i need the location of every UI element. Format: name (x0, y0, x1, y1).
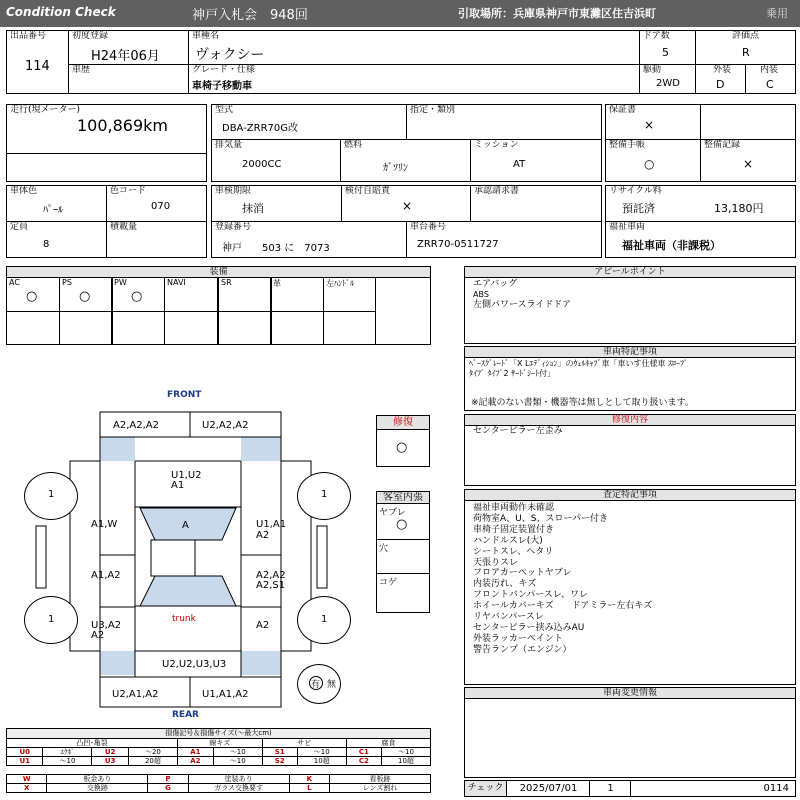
capacity-label: 定員 (10, 222, 29, 232)
legend-code: C2 (346, 757, 381, 766)
rear-bumper-left-damage: U2,A1,A2 (112, 689, 159, 700)
check-date: 2025/07/01 (508, 781, 590, 796)
assessment-line: 車椅子固定装置付き (473, 524, 555, 535)
legend-desc: 10超 (297, 757, 346, 766)
tire-fl-value: 1 (48, 489, 55, 500)
repair-mark-title: 修復 (376, 415, 430, 430)
right-rear-door-damage: A2,A2 (256, 570, 286, 581)
legend-code: S2 (262, 757, 297, 766)
assessment-line: 福祉車両動作未確認 (473, 503, 555, 513)
assessment-line: 警告ランプ（エンジン） (473, 644, 572, 655)
legend-code: P (148, 775, 188, 784)
legend-code: U0 (7, 748, 43, 757)
warranty-label: 保証書 (609, 105, 637, 115)
legend-desc: 〜10 (213, 757, 262, 766)
grade: 車椅子移動車 (192, 81, 252, 92)
mileage: 100,869km (77, 116, 169, 135)
warranty-cell (605, 104, 701, 140)
legend-code: K (289, 775, 329, 784)
assessment-line: ハンドルスレ(大) (473, 535, 543, 546)
wallet: × (402, 199, 413, 213)
trunk-label: trunk (172, 614, 196, 624)
interior-tear-mark: ○ (396, 517, 408, 532)
exterior-grade: D (716, 78, 725, 91)
welfare-label: 福祉車両 (609, 222, 646, 232)
displacement: 2000CC (242, 159, 282, 170)
equipment-item-label: 左ﾊﾝﾄﾞﾙ (326, 279, 354, 288)
lot-number: 114 (25, 59, 50, 74)
manual-cell (605, 139, 701, 182)
check-code: 0114 (763, 783, 789, 794)
record: × (743, 157, 754, 171)
tire-rr-value: 1 (321, 614, 328, 625)
right-rear-door-damage-2: A2,S1 (256, 580, 286, 591)
assessment-line: センターピラー挟み込みAU (473, 622, 585, 633)
type-label: 型式 (215, 105, 234, 115)
spare-yes: 有 (311, 680, 321, 690)
rear-bumper-right-damage: U1,A1,A2 (202, 689, 249, 700)
legend-code: S1 (262, 748, 297, 757)
equipment-item-mark: ○ (26, 289, 38, 304)
mileage-label: 走行(現メーター) (10, 105, 81, 115)
legend-desc: 〜20 (128, 748, 177, 757)
model-name: ヴォクシー (195, 47, 265, 63)
front-bumper-right-damage: U2,A2,A2 (202, 420, 249, 431)
assessment-line: 天張りスレ (473, 557, 519, 568)
legend-desc: 〜10 (381, 748, 430, 757)
front-bumper-left-damage: A2,A2,A2 (113, 420, 159, 431)
recycle-cell (605, 185, 796, 222)
manual-label: 整備手帳 (609, 140, 646, 150)
assessment-line: フロントバンパースレ、ワレ (473, 590, 589, 601)
load-label: 積載量 (110, 222, 138, 232)
fuel: ｶﾞｿﾘﾝ (383, 163, 408, 174)
right-front-door-damage-2: A2 (256, 530, 270, 541)
capacity: 8 (43, 239, 50, 250)
chassis-number: ZRR70-0511727 (417, 239, 499, 250)
plate-number: 神戸 503 に 7073 (222, 243, 330, 254)
special-note: ※記載のない書類・機器等は無しとして取り扱います。 (471, 398, 694, 408)
left-quarter-damage-2: A2 (91, 630, 105, 641)
change-title: 車両変更情報 (464, 687, 796, 699)
first-registration-label: 初度登録 (72, 31, 109, 41)
legend-code: C1 (346, 748, 381, 757)
appeal-line-2: ABS (473, 290, 489, 299)
approval-label: 承認請求書 (474, 186, 520, 196)
legend-desc: 〜10 (297, 748, 346, 757)
legend-table-2 (6, 774, 431, 793)
equipment-item-label: PS (62, 278, 72, 287)
legend-desc: レンズ割れ (330, 784, 431, 793)
welfare: 福祉車両（非課税） (622, 239, 721, 252)
recycle-label: リサイクル料 (609, 186, 662, 196)
chassis-label: 車台番号 (410, 222, 447, 232)
mission: AT (513, 159, 526, 170)
rating: R (742, 46, 750, 59)
fuel-label: 燃料 (344, 140, 363, 150)
special-line-2: ﾀｲﾌﾟ ﾀｲﾌﾟ2 ｻｰﾄﾞｼｰﾄ付」 (469, 369, 556, 378)
welfare-cell (605, 221, 796, 258)
special-line-1: ﾍﾞｰｽｸﾞﾚｰﾄﾞ「X Lｴﾃﾞｨｼｮﾝ」のｳｪﾙｷｬﾌﾞ車「車いす仕様車 ｽﾛｰﾌﾟ (469, 359, 689, 368)
vehicle-category: 乗用 (766, 7, 788, 20)
assessment-line: 荷物室A、U、S、スローパー付き (473, 513, 609, 524)
legend-desc: ガラス交換要す (188, 784, 289, 793)
drive-label: 駆動 (643, 65, 662, 75)
wallet-label: 検付自賠責 (345, 186, 391, 196)
interior-tear-label: ヤブレ (379, 508, 406, 518)
inspection: 抹消 (242, 202, 264, 215)
first-registration: H24年06月 (91, 49, 160, 64)
assessment-line: ホイールカバーキズ ドアミラー左右キズ (473, 601, 653, 612)
rating-label: 評価点 (732, 31, 760, 41)
type: DBA-ZRR70G改 (222, 123, 299, 134)
equipment-item-label: SR (221, 278, 232, 287)
repair-box (464, 425, 796, 486)
rear-label: REAR (172, 710, 199, 720)
legend-code: U3 (92, 757, 128, 766)
legend-desc: 20超 (128, 757, 177, 766)
legend-desc: 塗装あり (188, 775, 289, 784)
left-rear-door-damage: A1,A2 (91, 570, 121, 581)
interior-burn-label: コゲ (379, 578, 398, 588)
footer-box (464, 780, 796, 797)
exterior-label: 外装 (713, 65, 732, 75)
right-quarter-damage: A2 (256, 620, 270, 631)
drive: 2WD (656, 78, 680, 89)
recycle-status: 預託済 (622, 202, 655, 215)
legend-desc: 〜10 (43, 757, 92, 766)
appeal-line-3: 左側パワースライドドア (473, 300, 572, 310)
legend-code: U2 (92, 748, 128, 757)
designation-label: 指定・類別 (410, 105, 456, 115)
manual: ○ (644, 157, 655, 171)
check-count: 1 (591, 781, 631, 796)
mission-cell (470, 139, 602, 182)
color-code-label: 色コード (110, 186, 147, 196)
appeal-line-1: エアバッグ (473, 279, 518, 289)
auction-name: 神戸入札会 948回 (192, 8, 308, 23)
blank-cell-a (700, 104, 796, 140)
legend-code: X (7, 784, 47, 793)
front-label: FRONT (167, 390, 202, 400)
legend-code: A1 (177, 748, 213, 757)
plate-label: 登録番号 (215, 222, 252, 232)
interior-title: 客室内張 (376, 491, 430, 504)
change-box (464, 698, 796, 778)
assessment-line: リヤバンパースレ (473, 612, 544, 622)
color-label: 車体色 (10, 186, 38, 196)
warranty: × (644, 118, 655, 132)
left-front-door-damage: A1,W (91, 519, 118, 530)
legend-table (6, 738, 431, 766)
repair-mark: ○ (396, 440, 408, 455)
record-label: 整備記録 (704, 140, 741, 150)
approval-cell (470, 185, 602, 222)
equipment-item-label: NAVI (167, 278, 186, 287)
special-box (464, 357, 796, 411)
legend-code: W (7, 775, 47, 784)
drive-cell (639, 64, 696, 94)
legend-desc: 板金あり (47, 775, 148, 784)
recycle-fee: 13,180円 (714, 202, 764, 215)
rear-gate-damage: U2,U2,U3,U3 (162, 659, 227, 670)
color: ﾊﾟｰﾙ (43, 205, 63, 216)
assessment-line: 外装ラッカーペイント (473, 633, 563, 644)
color-code: 070 (151, 201, 171, 212)
legend-code: A2 (177, 757, 213, 766)
equipment-title: 装備 (6, 266, 431, 278)
repair-title: 修復内容 (464, 414, 796, 426)
doors-cell (639, 30, 696, 65)
assessment-line: フロアカーペットヤブレ (473, 568, 572, 579)
legend-rub-label: サビ (262, 739, 346, 748)
legend-dent-label: 凸凹･亀裂 (7, 739, 178, 748)
tire-rl-value: 1 (48, 614, 55, 625)
record-cell (700, 139, 796, 182)
header-title: Condition Check (6, 5, 116, 19)
hood-damage: U1,U2 (171, 470, 202, 481)
interior-hole-label: 穴 (379, 544, 389, 554)
history-label: 車歴 (72, 65, 91, 75)
legend-title: 損傷記号＆損傷サイズ(〜最大cm) (6, 728, 431, 738)
hood-damage-2: A1 (171, 480, 185, 491)
check-label: チェック (465, 781, 507, 796)
grade-label: グレード・仕様 (192, 65, 256, 75)
legend-corrosion-label: 腐食 (346, 739, 430, 748)
appeal-title: アピールポイント (464, 266, 796, 278)
equipment-item-label: AC (9, 278, 20, 287)
special-title: 車両特記事項 (464, 346, 796, 358)
rating-cell (695, 30, 796, 65)
assessment-box (464, 500, 796, 685)
legend-scratch-label: 線キズ (177, 739, 262, 748)
equipment-item-mark: ○ (131, 289, 143, 304)
legend-desc: ｴｸﾎﾞ (43, 748, 92, 757)
legend-desc: 10超 (381, 757, 430, 766)
tire-fr-value: 1 (321, 489, 328, 500)
model-name-label: 車種名 (192, 31, 220, 41)
equipment-item-mark: ○ (79, 289, 91, 304)
legend-desc: 〜10 (213, 748, 262, 757)
windshield-damage: A (182, 520, 189, 531)
legend-code: G (148, 784, 188, 793)
interior-cell (745, 64, 796, 94)
assessment-title: 査定特記事項 (464, 489, 796, 501)
interior-label: 内装 (760, 65, 779, 75)
equipment-item-label: 革 (273, 279, 281, 288)
doors: 5 (662, 46, 669, 59)
mission-label: ミッション (474, 140, 519, 150)
legend-code: L (289, 784, 329, 793)
interior-grade: C (766, 78, 774, 91)
legend-code: U1 (7, 757, 43, 766)
equipment-item-label: PW (114, 278, 127, 287)
doors-label: ドア数 (643, 31, 670, 41)
legend-desc: 看板跡 (330, 775, 431, 784)
legend-desc: 交換跡 (47, 784, 148, 793)
appeal-box (464, 277, 796, 344)
spare-no: 無 (327, 680, 337, 690)
exterior-cell (695, 64, 746, 94)
lot-label: 出品番号 (10, 31, 47, 41)
inspection-label: 車検期限 (215, 186, 252, 196)
left-quarter-damage: U3,A2 (91, 620, 122, 631)
repair-text: センターピラー左歪み (473, 426, 563, 436)
assessment-line: シートスレ、ヘタリ (473, 546, 554, 557)
assessment-line: 内装汚れ、キズ (473, 579, 537, 590)
displacement-label: 排気量 (215, 140, 243, 150)
right-front-door-damage: U1,A1 (256, 519, 287, 530)
pickup-location: 引取場所：兵庫県神戸市東灘区住吉浜町 (458, 7, 656, 20)
